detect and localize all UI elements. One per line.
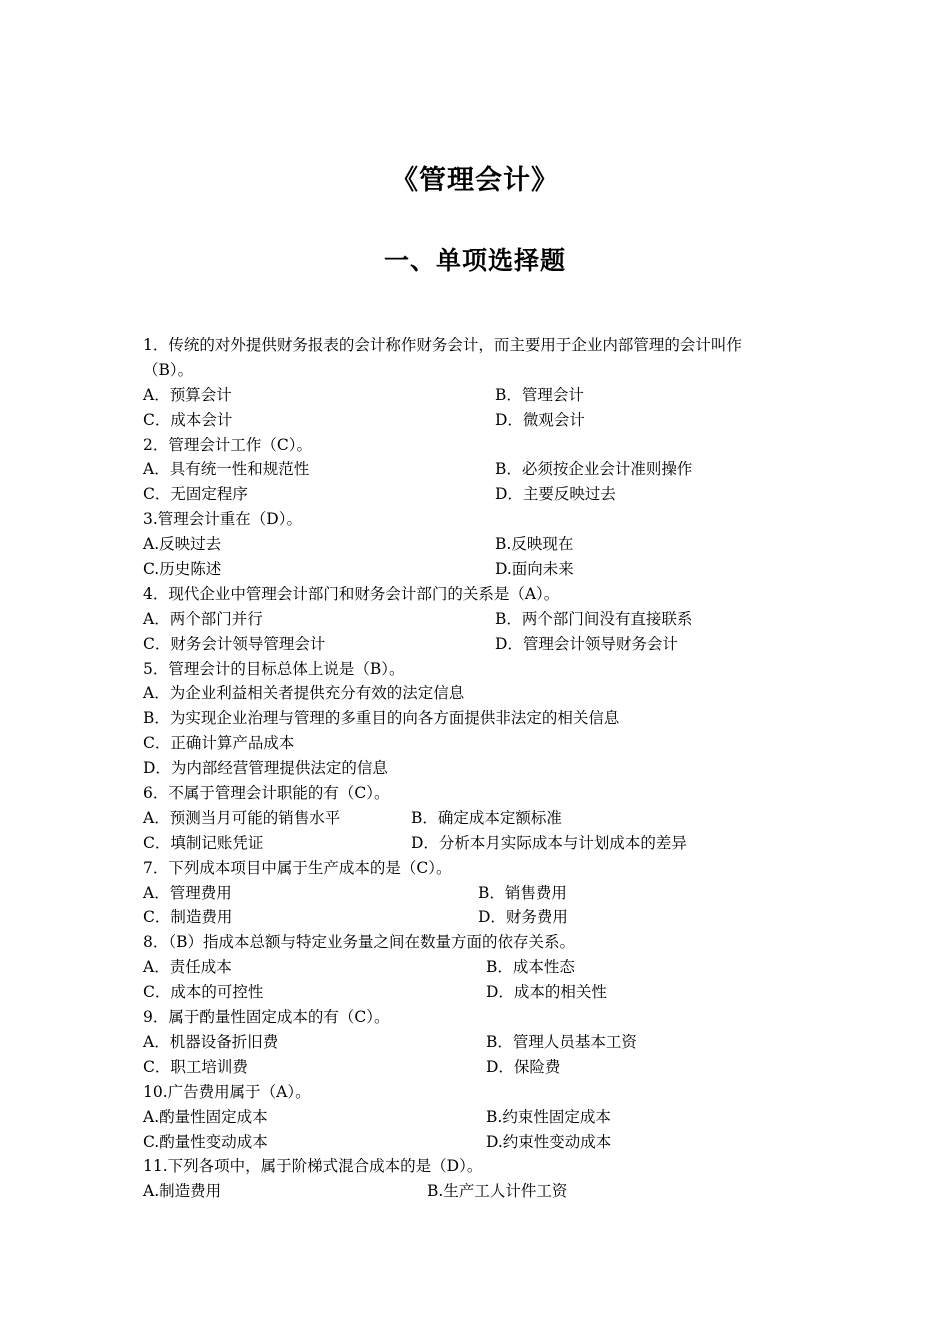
option: D．分析本月实际成本与计划成本的差异 [411,833,687,852]
option: C．成本的可控性 [143,983,264,1002]
question-stem: 4．现代企业中管理会计部门和财务会计部门的关系是（A）。 [143,584,560,603]
option-row [143,1030,815,1055]
question-stem-continued: （B）。 [143,360,194,379]
option: C．制造费用 [143,908,233,927]
option: A．预算会计 [143,385,232,404]
option: B．确定成本定额标准 [411,808,562,827]
question-stem: 5．管理会计的目标总体上说是（B）。 [143,659,405,678]
option: C．职工培训费 [143,1057,248,1076]
option: D．微观会计 [495,410,585,429]
option-row [143,955,815,980]
option-row [143,607,815,632]
option-row [143,457,815,482]
question-stem: 8．（B）指成本总额与特定业务量之间在数量方面的依存关系。 [143,933,576,952]
option: B．两个部门间没有直接联系 [495,609,693,628]
option-row [143,1055,815,1080]
option: A.制造费用 [143,1182,222,1201]
option-row [143,408,815,433]
option: B．销售费用 [478,883,567,902]
option: C.酌量性变动成本 [143,1132,268,1151]
option: A.酌量性固定成本 [143,1107,268,1126]
option: C．正确计算产品成本 [143,734,295,753]
option-row [143,532,815,557]
option-row [143,632,815,657]
option: C.历史陈述 [143,560,222,579]
question-stem: 9．属于酌量性固定成本的有（C）。 [143,1008,390,1027]
option: C．成本会计 [143,410,233,429]
question-stem: 6．不属于管理会计职能的有（C）。 [143,784,390,803]
option-row [143,1105,815,1130]
option-row [143,1179,815,1204]
option: C．财务会计领导管理会计 [143,634,326,653]
option: C．填制记账凭证 [143,833,264,852]
option: D.约束性变动成本 [486,1132,612,1151]
option: B.生产工人计件工资 [427,1182,568,1201]
option: D.面向未来 [495,560,574,579]
option-row [143,1130,815,1155]
document-title: 《管理会计》 [391,165,559,196]
option: A．具有统一性和规范性 [143,460,310,479]
option-row [143,806,815,831]
option-row [143,383,815,408]
option: B.反映现在 [495,535,574,554]
option: A．为企业利益相关者提供充分有效的法定信息 [143,684,465,703]
option: A.反映过去 [143,535,222,554]
option-row [143,557,815,582]
option: D．成本的相关性 [486,983,607,1002]
option-row [143,905,815,930]
section-title: 一、单项选择题 [383,246,566,275]
option: A．两个部门并行 [143,609,263,628]
option: D．主要反映过去 [495,485,616,504]
option: B．成本性态 [486,958,575,977]
option: B．管理人员基本工资 [486,1032,637,1051]
question-stem: 3.管理会计重在（D）。 [143,510,302,529]
option: D．管理会计领导财务会计 [495,634,678,653]
option: B．必须按企业会计准则操作 [495,460,693,479]
question-stem: 11.下列各项中，属于阶梯式混合成本的是（D）。 [143,1157,483,1176]
option: D．保险费 [486,1057,561,1076]
question-stem: 1．传统的对外提供财务报表的会计称作财务会计，而主要用于企业内部管理的会计叫作 [143,336,742,354]
option: B．管理会计 [495,385,584,404]
question-stem: 10.广告费用属于（A）。 [143,1082,311,1101]
option: D．财务费用 [478,908,568,927]
option: A．预测当月可能的销售水平 [143,808,341,827]
option: D．为内部经营管理提供法定的信息 [143,759,388,778]
option-row [143,482,815,507]
option: B．为实现企业治理与管理的多重目的向各方面提供非法定的相关信息 [143,709,620,728]
option: A．管理费用 [143,883,232,902]
option-row [143,980,815,1005]
option: A．责任成本 [143,958,232,977]
option-row [143,831,815,856]
question-stem: 7．下列成本项目中属于生产成本的是（C）。 [143,858,452,877]
option: C．无固定程序 [143,485,248,504]
question-stem: 2．管理会计工作（C）。 [143,435,312,454]
option: B.约束性固定成本 [486,1107,611,1126]
question-list [143,333,815,1204]
option-row [143,881,815,906]
option: A．机器设备折旧费 [143,1032,279,1051]
